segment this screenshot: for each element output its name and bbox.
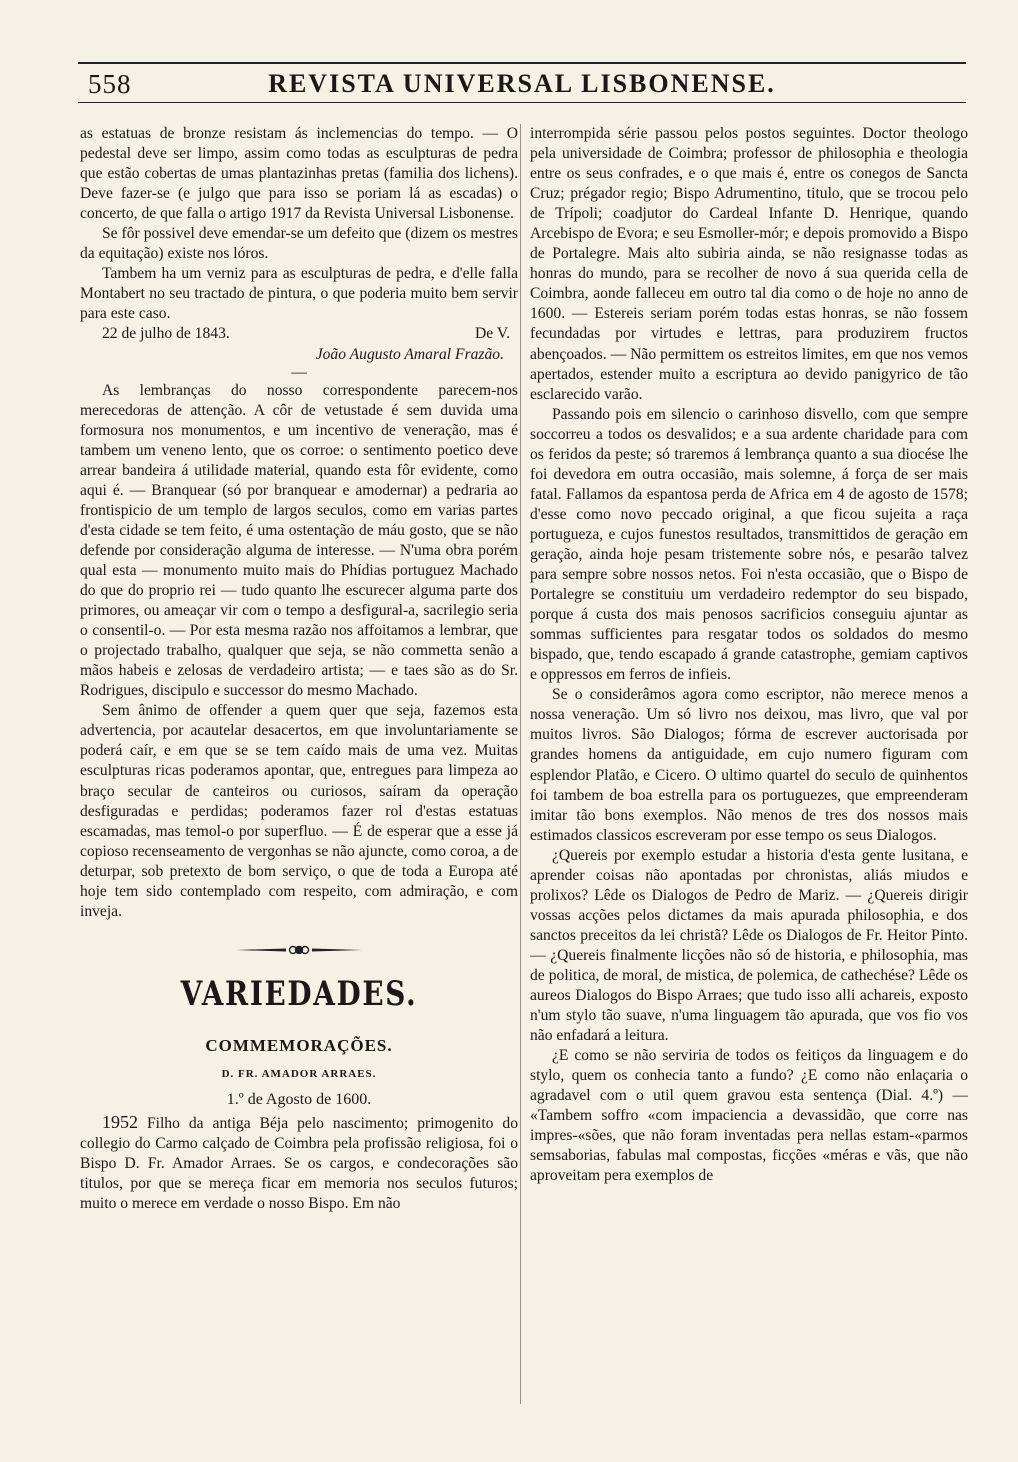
entry-date: 1.º de Agosto de 1600. bbox=[226, 1090, 372, 1108]
section-dash: — bbox=[291, 363, 307, 381]
paragraph: interrompida série passou pelos postos seguintes. Doctor theologo pela universidade de Coimbra; professor de philosophia e theologia entre os seus confrades, e o que mais é, entre os conegos de Sancta Cruz; prégador regio; Bispo Adrumentino, titulo, que se trocou pelo de Trípoli; coadjutor do Cardeal Infante D. Henrique, quando Arcebispo de Evora; e seu Esmoller-mór; e depois promovido a Bispo de Portalegre. Mais alto subiria ainda, se não resignasse todas as honras do mundo, para se recolher de novo á sua querida cella de Coimbra, aonde falleceu em outro tal dia como o de hoje no anno de 1600. — Estereis seriam porém todas estas honras, se não fossem fecundadas por virtudes e lettras, para produzirem fructos abençoados. — Não permittem os estreitos limites, em que nos vemos apertados, estender muito a escriptura ao devido panigyrico de tão esclarecido varão. bbox=[530, 125, 968, 403]
left-column bbox=[80, 124, 518, 1414]
column-separator bbox=[520, 124, 521, 1404]
letter-signature: João Augusto Amaral Frazão. bbox=[315, 345, 504, 363]
paragraph: As lembranças do nosso correspondente parecem-nos merecedoras de attenção. A côr de vetustade é sem duvida uma formosura nos monumentos, e um incentivo de veneração, mas é tambem um veneno lento, que os corroe: o sentimento poetico deve arrear bandeira á utilidade material, quando esta fôr evidente, como aqui é. — Branquear (só por branquear e amodernar) a pedraria ao frontispicio de um templo de largos seculos, como em varias partes d'esta cidade se tem feito, é uma ostentação de máu gosto, que se não defende por consideração alguma de interesse. — N'uma obra porém qual esta — monumento muito mais do Phídias portuguez Machado do que do proprio rei — tudo quanto lhe escurecer alguma parte dos primores, ou ameaçar vir com o tempo a desfigural-a, sacrilegio seria o consentil-o. — Por esta mesma razão nos affoitamos a lembrar, que o projectado trabalho, qualquer que seja, se não commetta senão a mãos habeis e zelosas de verdadeiro artista; — e taes são as do Sr. Rodrigues, discipulo e successor do mesmo Machado. bbox=[80, 381, 518, 700]
paragraph: as estatuas de bronze resistam ás inclemencias do tempo. — O pedestal deve ser limpo, assim como todas as esculpturas de pedra que estão cobertas de umas plantazinhas pretas (familia dos lichens). Deve fazer-se (e julgo que para isso se poriam lá as escadas) o concerto, de que falla o artigo 1917 da Revista Universal Lisbonense. bbox=[80, 125, 518, 223]
entry-subject: D. FR. AMADOR ARRAES. bbox=[221, 1067, 377, 1080]
header-bottom-rule bbox=[78, 102, 966, 103]
right-column bbox=[530, 124, 968, 1414]
entry-paragraph bbox=[80, 1112, 518, 1214]
paragraph: Passando pois em silencio o carinhoso disvello, com que sempre soccorreu a todos os desvalidos; e a sua ardente charidade para com os feridos da peste; só traremos á lembrança quanto a sua diocése lhe foi devedora em outra occasião, mais solemne, á força de ser mais fatal. Fallamos da espantosa perda de Africa em 4 de agosto de 1578; d'esse como novo peccado original, a que ficou sujeita a raça portugueza, e cujos funestos resultados, transmittidos de geração em geração, ainda hoje pesam tristemente sobre nós, e pesarão talvez para sempre sobre nossos netos. Foi n'esta occasião, que o Bispo de Portalegre se constituiu um verdadeiro redemptor do seu bispado, porque á custa dos mais penosos sacrificios conseguiu ajuntar as sommas sufficientes para resgatar todos os soldados do mesmo bispado, que, tendo escapado á grande catastrophe, gemiam captivos e oppressos em ferros de infieis. bbox=[530, 405, 968, 684]
paragraph: ¿Quereis por exemplo estudar a historia d'esta gente lusitana, e aprender coisas não apontadas por chronistas, aliás miudos e prolixos? Lêde os Dialogos de Pedro de Mariz. — ¿Quereis dirigir vossas acções pelos dictames da mais apurada philosophia, e dos sanctos preceitos da lei christã? Lêde os Dialogos de Fr. Heitor Pinto. — ¿Quereis finalmente licções não só de historia, e philosophia, mas de politica, de moral, de mistica, de polemica, de cathechése? Lêde os aureos Dialogos do Bispo Arraes; que tudo isso alli achareis, exposto n'um stylo tão suave, n'uma linguagem tão apurada, que vos fio vos não enfadará a leitura. bbox=[530, 846, 968, 1045]
ornament-divider bbox=[80, 944, 518, 956]
paragraph: Sem ânimo de offender a quem quer que seja, fazemos esta advertencia, por acautelar desacertos, em que involuntariamente se poderá caír, e em que se se tem caído mais de uma vez. Muitas esculpturas ricas poderamos apontar, que, entregues para limpeza ao braço secular de canteiros ou curiosos, saíram da operação desfiguradas e perdidas; poderamos fazer rol d'estas estatuas escamadas, mas temol-o por superfluo. — É de esperar que a esse já copioso recenseamento de vergonhas se não ajuncte, como coroa, a de deturpar, sob pretexto de bom serviço, o que de toda a Europa até hoje tem sido contemplado com respeito, com admiração, e com inveja. bbox=[80, 702, 518, 920]
subsection-title: COMMEMORAÇÕES. bbox=[205, 1035, 393, 1055]
entry-number: 1952 bbox=[102, 1111, 138, 1132]
letter-salutation: De V. bbox=[475, 325, 510, 343]
letter-date: 22 de julho de 1843. bbox=[102, 325, 230, 343]
entry-text: Filho da antiga Béja pelo nascimento; primogenito do collegio do Carmo calçado de Coimbra pela profissão religiosa, foi o Bispo D. Fr. Amador Arraes. Se os cargos, e condecorações são titulos, por que se mereça ficar em memoria nos seculos futuros; muito o merece em verdade o nosso Bispo. Em não bbox=[80, 1114, 518, 1213]
paragraph: ¿E como se não serviria de todos os feitiços da linguagem e do stylo, quem os conhecia tanto a fundo? ¿E como não enlaçaria o agradavel com o util quem gravou esta sentença (Dial. 4.º) — «Tambem soffro «com impaciencia a devassidão, que corre nas impres-«sões, que não foram inventadas pera nellas estam-«parmos semsaborias, fabulas mal compostas, ficções «méras e vãs, que não aproveitam pera exemplos de bbox=[530, 1047, 968, 1185]
section-title: VARIEDADES. bbox=[180, 973, 418, 1014]
paragraph: Tambem ha um verniz para as esculpturas de pedra, e d'elle falla Montabert no seu tractado de pintura, o que poderia muito bem servir para este caso. bbox=[80, 265, 518, 323]
journal-title: REVISTA UNIVERSAL LISBONENSE. bbox=[268, 69, 776, 98]
letter-signoff bbox=[80, 324, 518, 344]
paragraph: Se fôr possivel deve emendar-se um defeito que (dizem os mestres da equitação) existe nos lóros. bbox=[80, 225, 518, 263]
paragraph: Se o considerâmos agora como escriptor, não merece menos a nossa veneração. Um só livro nos deixou, mas livro, que val por muitos livros. São Dialogos; fórma de escrever auctorisada por grandes homens da antiguidade, em cujo numero figuram com esplendor Platão, e Cicero. O ultimo quartel do seculo de quinhentos foi tambem de boa estrella para os portuguezes, que empreenderam imitar tão bons exemplos. Não menos de tres dos nossos mais estimados classicos escreveram por esse tempo os seus Dialogos. bbox=[530, 686, 968, 844]
page-header bbox=[78, 58, 966, 108]
header-top-rule bbox=[78, 62, 966, 64]
page-number: 558 bbox=[88, 69, 132, 99]
ornament-divider-icon bbox=[234, 944, 364, 956]
